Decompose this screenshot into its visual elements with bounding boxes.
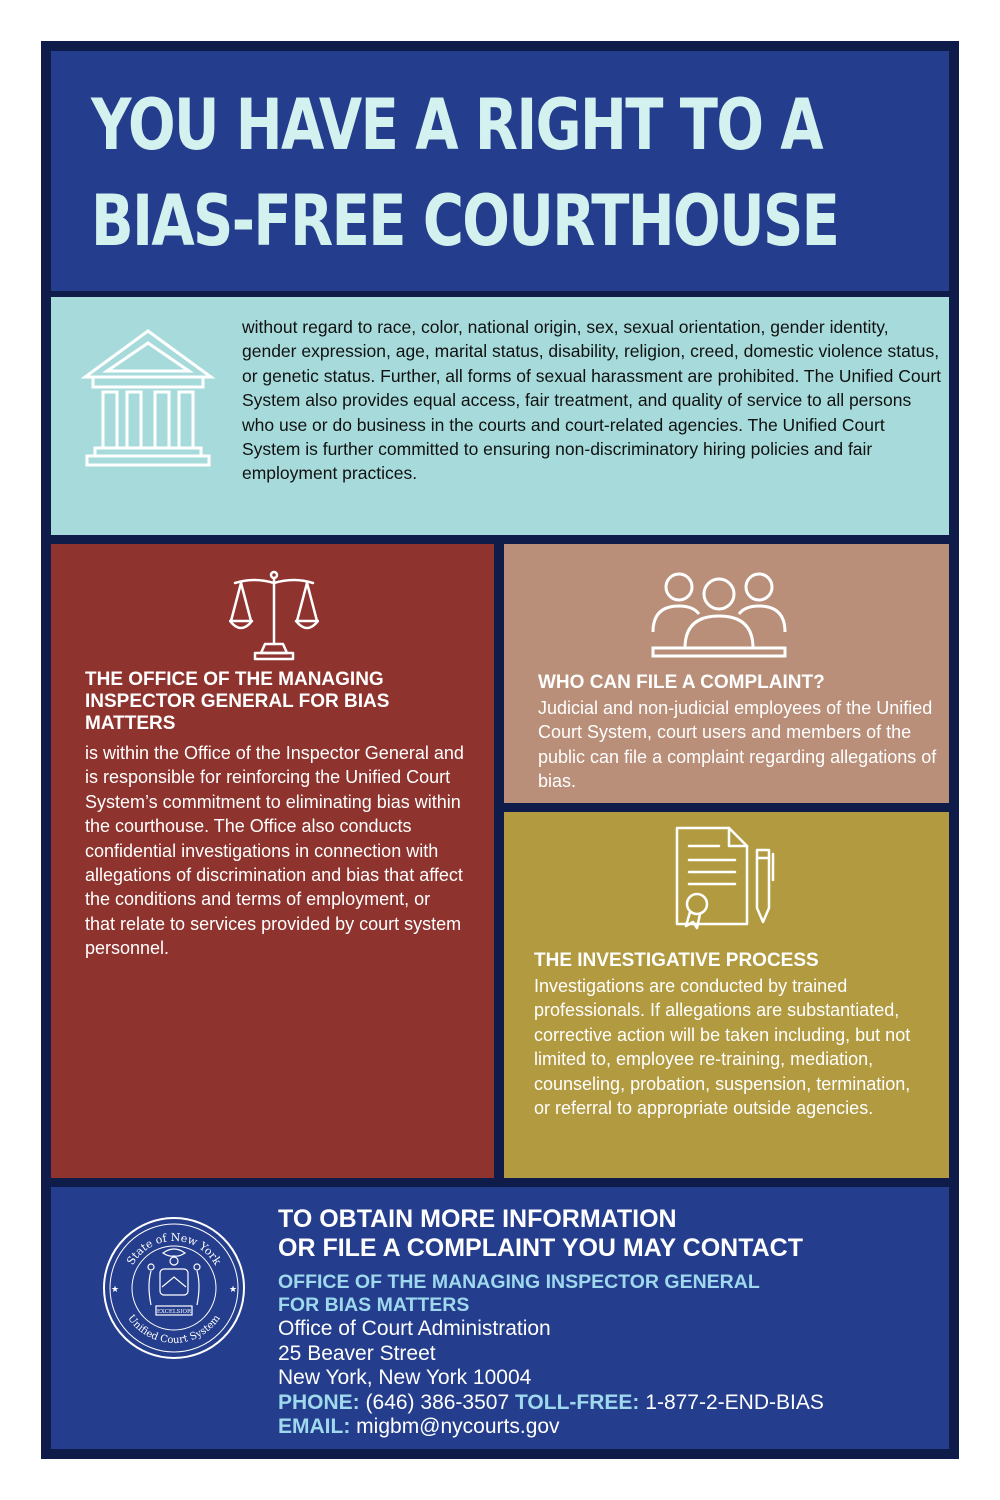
process-heading: THE INVESTIGATIVE PROCESS xyxy=(534,950,819,971)
contact-heading xyxy=(278,1205,803,1263)
courthouse-icon xyxy=(81,325,216,475)
contact-heading-line-1: TO OBTAIN MORE INFORMATION xyxy=(278,1205,677,1233)
tollfree-number[interactable]: 1-877-2-END-BIAS xyxy=(645,1390,824,1414)
contact-heading-line-2: OR FILE A COMPLAINT YOU MAY CONTACT xyxy=(278,1234,804,1262)
tollfree-label: TOLL-FREE: xyxy=(514,1390,640,1414)
contact-details xyxy=(278,1271,928,1440)
title-line-1: YOU HAVE A RIGHT TO A xyxy=(91,84,822,166)
title-line-2: BIAS-FREE COURTHOUSE xyxy=(91,180,839,262)
investigative-process-panel xyxy=(504,812,949,1178)
office-panel xyxy=(51,544,494,1178)
title-panel xyxy=(51,51,949,291)
page-title xyxy=(91,77,838,269)
process-text: Investigations are conducted by trained professionals. If allegations are substantiated, corrective action will be taken including, but not limited to, employee re-training, mediation, counseling, probation, suspension, termination, or referral to appropriate outside agencies. xyxy=(534,976,911,1119)
seal-star-left: ★ xyxy=(111,1284,120,1294)
email-line xyxy=(278,1415,928,1440)
email-address[interactable]: migbm@nycourts.gov xyxy=(356,1415,560,1438)
seal-bottom-text: Unified Court System xyxy=(125,1313,223,1347)
seal-star-right: ★ xyxy=(229,1284,238,1294)
scales-of-justice-icon xyxy=(229,569,319,664)
who-heading: WHO CAN FILE A COMPLAINT? xyxy=(538,672,825,693)
email-label: EMAIL: xyxy=(278,1415,351,1438)
contact-office-line-1: OFFICE OF THE MANAGING INSPECTOR GENERAL xyxy=(278,1271,760,1293)
intro-panel xyxy=(51,297,949,535)
office-heading: THE OFFICE OF THE MANAGING INSPECTOR GENERAL FOR BIAS MATTERS xyxy=(85,669,390,734)
contact-panel xyxy=(51,1187,949,1449)
intro-text: without regard to race, color, national origin, sex, sexual orientation, gender identity, gender expression, age, marital status, disability, religion, creed, domestic violence status, or genetic status. Further, all forms of sexual harassment are prohibited. The Unified Court System also provides equal access, fair treatment, and quality of service to all persons who use or do business in the courts and court-related agencies. The Unified Court System is further committed to ensuring non-discriminatory hiring policies and fair employment practices. xyxy=(242,317,942,484)
who-complaint-panel xyxy=(504,544,949,803)
seal-top-text: State of New York xyxy=(124,1230,224,1268)
address-line-2: 25 Beaver Street xyxy=(278,1341,436,1365)
state-seal-icon xyxy=(101,1215,247,1361)
people-icon xyxy=(649,566,789,661)
phone-number[interactable]: (646) 386-3507 xyxy=(365,1390,510,1414)
office-text: is within the Office of the Inspector General and is responsible for reinforcing the Unified Court System’s commitment to eliminating bias within the courthouse. The Office also conducts confidential investigations in connection with allegations of discrimination and bias that affect the conditions and terms of employment, or that relate to services provided by court system personnel. xyxy=(85,743,464,959)
seal-motto: EXCELSIOR xyxy=(156,1309,192,1315)
address-line-3: New York, New York 10004 xyxy=(278,1366,532,1389)
who-text: Judicial and non-judicial employees of the Unified Court System, court users and members of the public can file a complaint regarding allegations of bias. xyxy=(538,698,937,792)
address-line-1: Office of Court Administration xyxy=(278,1317,551,1340)
phone-label: PHONE: xyxy=(278,1390,360,1414)
document-with-seal-and-pen-icon xyxy=(669,822,779,932)
contact-office-line-2: FOR BIAS MATTERS xyxy=(278,1294,470,1316)
phone-line xyxy=(278,1391,928,1416)
poster xyxy=(41,41,959,1459)
